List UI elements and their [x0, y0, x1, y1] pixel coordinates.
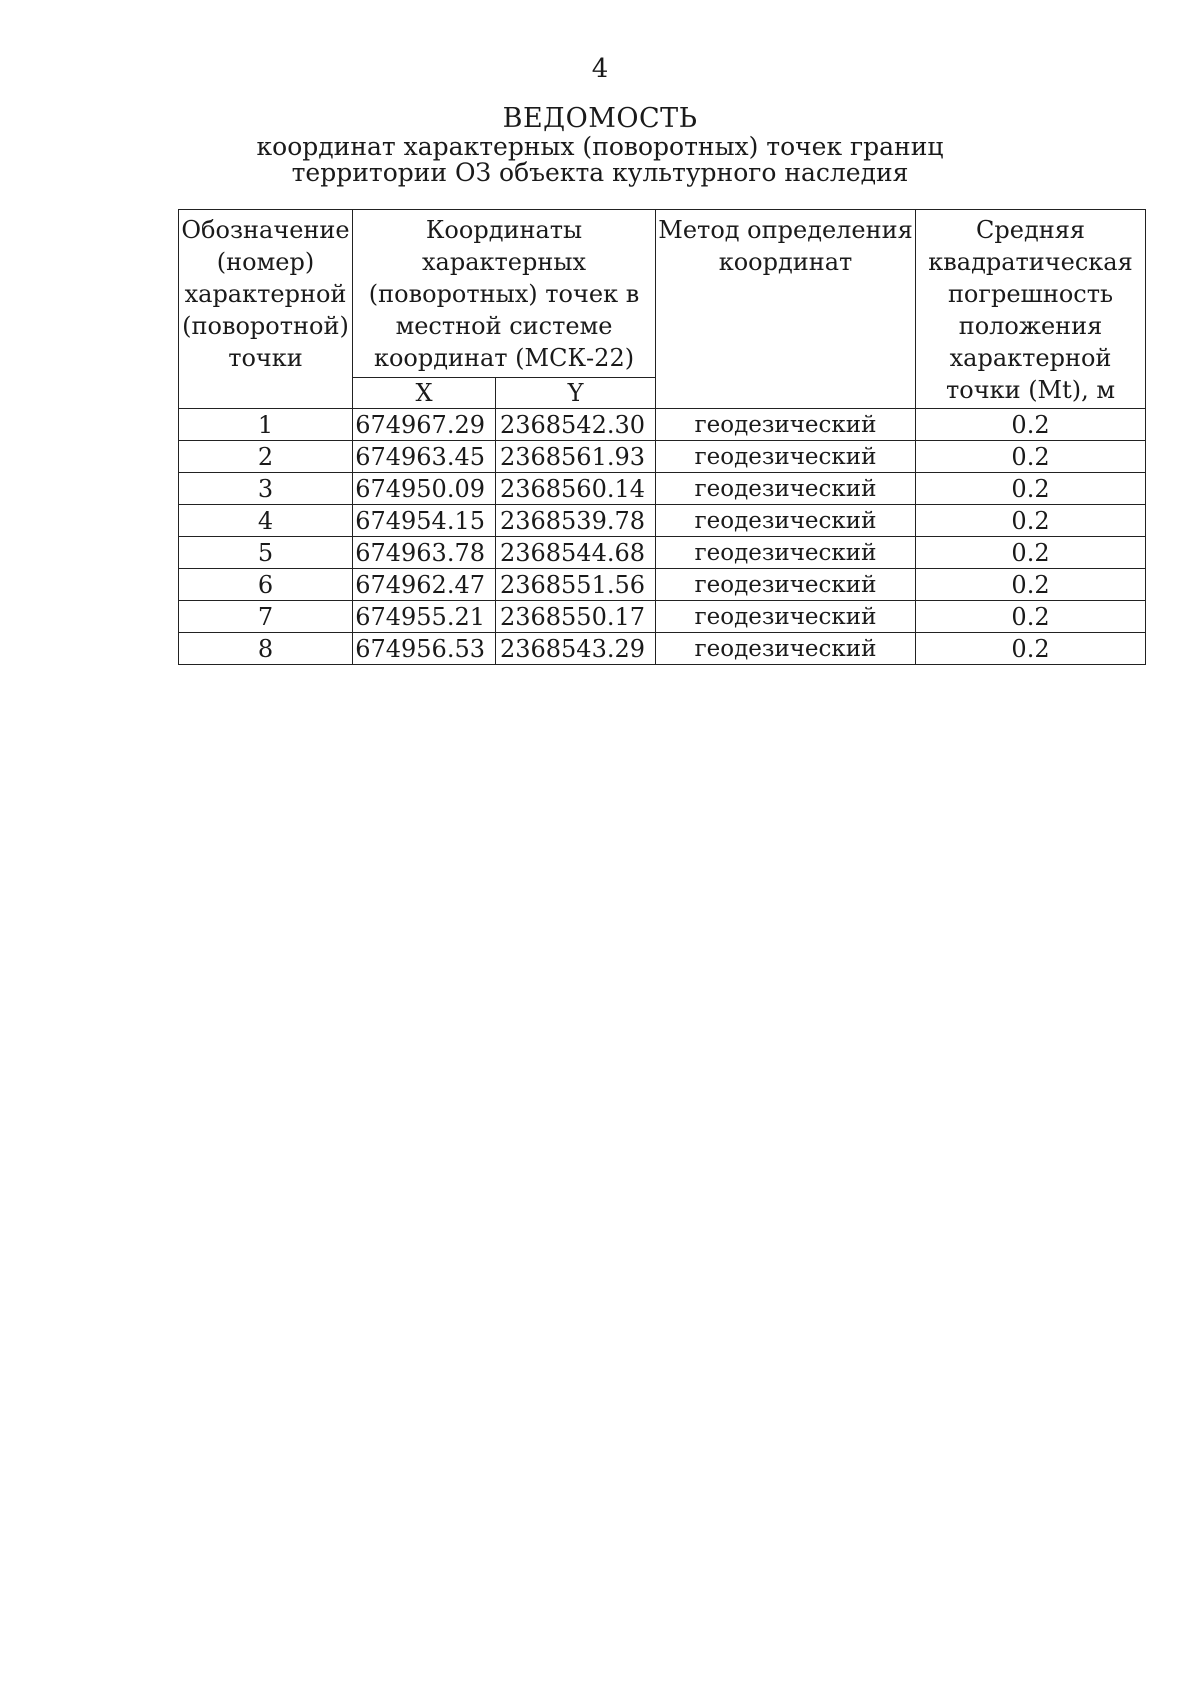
- page-number: 4: [591, 54, 609, 84]
- cell-y: 2368544.68: [496, 537, 656, 569]
- table-row: [179, 633, 1146, 665]
- cell-x: 674956.53: [353, 633, 496, 665]
- cell-x: 674950.09: [353, 473, 496, 505]
- cell-error: 0.2: [916, 537, 1146, 569]
- cell-point: 5: [179, 537, 353, 569]
- cell-y: 2368551.56: [496, 569, 656, 601]
- cell-error: 0.2: [916, 601, 1146, 633]
- coordinates-table: [178, 209, 1146, 665]
- table-row: [179, 409, 1146, 441]
- cell-error: 0.2: [916, 441, 1146, 473]
- table-header: [179, 210, 1146, 409]
- cell-point: 6: [179, 569, 353, 601]
- table-row: [179, 601, 1146, 633]
- cell-method: геодезический: [656, 473, 916, 505]
- cell-point: 7: [179, 601, 353, 633]
- cell-y: 2368561.93: [496, 441, 656, 473]
- header-x: X: [353, 377, 496, 408]
- cell-method: геодезический: [656, 601, 916, 633]
- table-row: [179, 441, 1146, 473]
- cell-method: геодезический: [656, 441, 916, 473]
- cell-method: геодезический: [656, 505, 916, 537]
- cell-method: геодезический: [656, 633, 916, 665]
- cell-point: 4: [179, 505, 353, 537]
- document-title: ВЕДОМОСТЬ: [502, 103, 698, 134]
- table-row: [179, 537, 1146, 569]
- cell-x: 674963.45: [353, 441, 496, 473]
- cell-y: 2368542.30: [496, 409, 656, 441]
- cell-x: 674967.29: [353, 409, 496, 441]
- cell-method: геодезический: [656, 537, 916, 569]
- cell-point: 3: [179, 473, 353, 505]
- cell-point: 8: [179, 633, 353, 665]
- cell-y: 2368539.78: [496, 505, 656, 537]
- cell-y: 2368543.29: [496, 633, 656, 665]
- cell-x: 674963.78: [353, 537, 496, 569]
- cell-point: 2: [179, 441, 353, 473]
- cell-error: 0.2: [916, 473, 1146, 505]
- cell-y: 2368550.17: [496, 601, 656, 633]
- title-block: [0, 104, 1200, 186]
- header-error: Средняя квадратическая погрешность положения характерной точки (Mt), м: [916, 210, 1146, 409]
- cell-x: 674954.15: [353, 505, 496, 537]
- header-y: Y: [496, 377, 656, 408]
- cell-error: 0.2: [916, 633, 1146, 665]
- cell-y: 2368560.14: [496, 473, 656, 505]
- header-coordinates: Координаты характерных (поворотных) точек в местной системе координат (МСК-22): [353, 210, 656, 378]
- table-row: [179, 569, 1146, 601]
- header-method: Метод определения координат: [656, 210, 916, 409]
- document-subtitle-line1: координат характерных (поворотных) точек границ: [256, 132, 944, 161]
- cell-x: 674955.21: [353, 601, 496, 633]
- cell-error: 0.2: [916, 569, 1146, 601]
- table-body: [179, 409, 1146, 665]
- table-row: [179, 505, 1146, 537]
- cell-x: 674962.47: [353, 569, 496, 601]
- document-subtitle-line2: территории ОЗ объекта культурного наследия: [291, 158, 909, 187]
- cell-method: геодезический: [656, 409, 916, 441]
- cell-point: 1: [179, 409, 353, 441]
- table-row: [179, 473, 1146, 505]
- cell-error: 0.2: [916, 409, 1146, 441]
- cell-error: 0.2: [916, 505, 1146, 537]
- cell-method: геодезический: [656, 569, 916, 601]
- header-point: Обозначение (номер) характерной (поворотной) точки: [179, 210, 353, 409]
